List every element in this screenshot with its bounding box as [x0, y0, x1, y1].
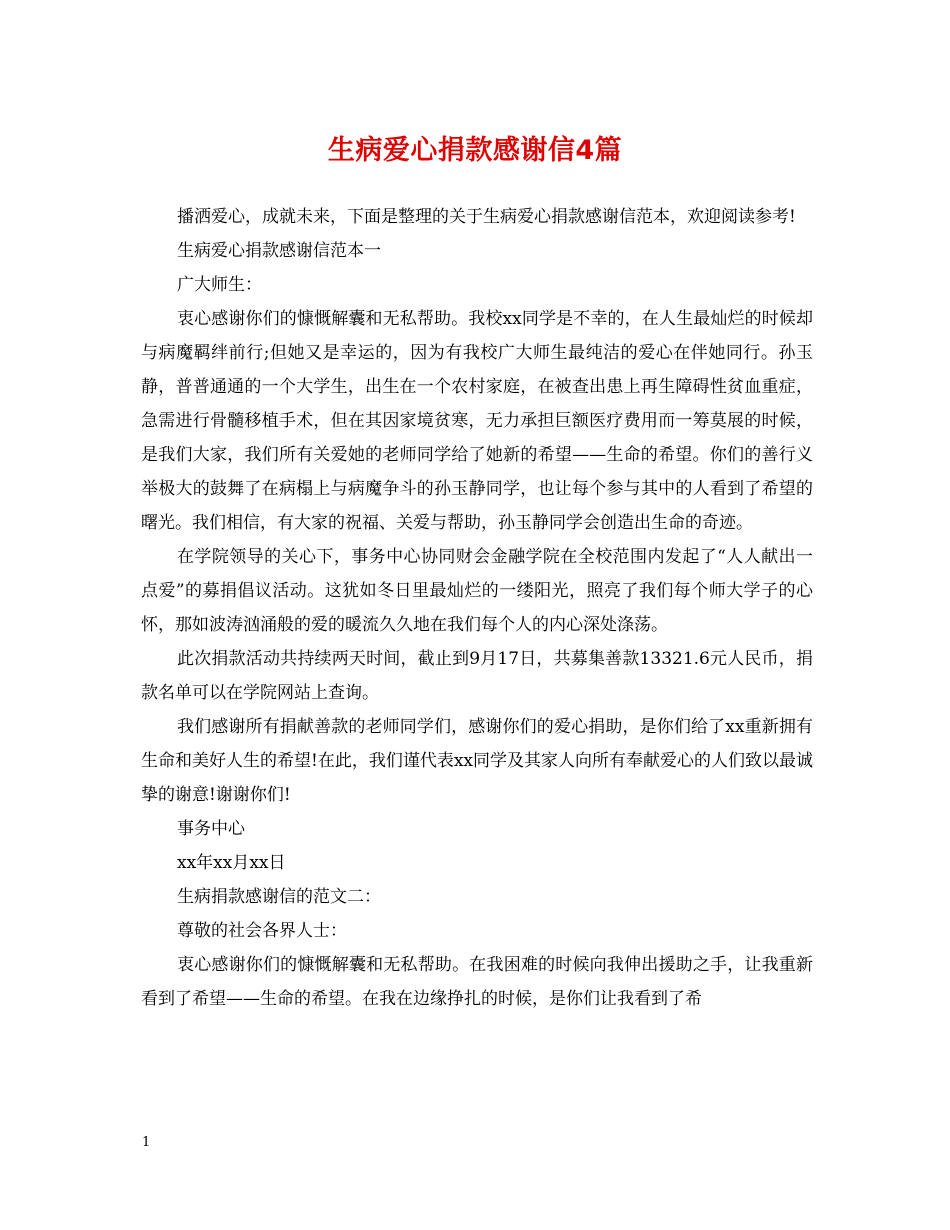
paragraph-intro: 播洒爱心，成就未来，下面是整理的关于生病爱心捐款感谢信范本，欢迎阅读参考! — [177, 207, 796, 227]
salutation-two: 尊敬的社会各界人士： — [177, 921, 347, 941]
paragraph-donation-total: 此次捐款活动共持续两天时间，截止到9月17日，共募集善款13321.6元人民币，捐款名单可以在学院网站上查询。 — [141, 649, 813, 703]
page-number: 1 — [142, 1135, 151, 1150]
salutation-one: 广大师生： — [177, 275, 262, 295]
document-title: 生病爱心捐款感谢信4篇 — [327, 135, 623, 166]
signature-date: xx年xx月xx日 — [177, 853, 286, 873]
signature-sender: 事务中心 — [177, 819, 245, 839]
paragraph-thanks: 衷心感谢你们的慷慨解囊和无私帮助。我校xx同学是不幸的，在人生最灿烂的时候却与病魔羁绊前行;但她又是幸运的，因为有我校广大师生最纯洁的爱心在伴她同行。孙玉静，普普通通的一个大学生，出生在一个农村家庭，在被查出患上再生障碍性贫血重症，急需进行骨髓移植手术，但在其因家境贫寒，无力承担巨额医疗费用而一筹莫展的时候，是我们大家，我们所有关爱她的老师同学给了她新的希望——生命的希望。你们的善行义举极大的鼓舞了在病榻上与病魔争斗的孙玉静同学，也让每个参与其中的人看到了希望的曙光。我们相信，有大家的祝福、关爱与帮助，孙玉静同学会创造出生命的奇迹。 — [141, 309, 813, 533]
paragraph-thanks-two: 衷心感谢你们的慷慨解囊和无私帮助。在我困难的时候向我伸出援助之手，让我重新看到了希望——生命的希望。在我在边缘挣扎的时候，是你们让我看到了希 — [141, 955, 813, 1009]
paragraph-campaign: 在学院领导的关心下，事务中心协同财会金融学院在全校范围内发起了“人人献出一点爱”的募捐倡议活动。这犹如冬日里最灿烂的一缕阳光，照亮了我们每个师大学子的心怀，那如波涛汹涌般的爱的暖流久久地在我们每个人的内心深处涤荡。 — [141, 547, 813, 635]
paragraph-gratitude: 我们感谢所有捐献善款的老师同学们，感谢你们的爱心捐助，是你们给了xx重新拥有生命和美好人生的希望!在此，我们谨代表xx同学及其家人向所有奉献爱心的人们致以最诚挚的谢意!谢谢你们! — [141, 717, 814, 805]
document-body — [141, 200, 813, 1016]
section-heading-one: 生病爱心捐款感谢信范本一 — [177, 241, 381, 261]
section-heading-two: 生病捐款感谢信的范文二： — [177, 887, 381, 907]
